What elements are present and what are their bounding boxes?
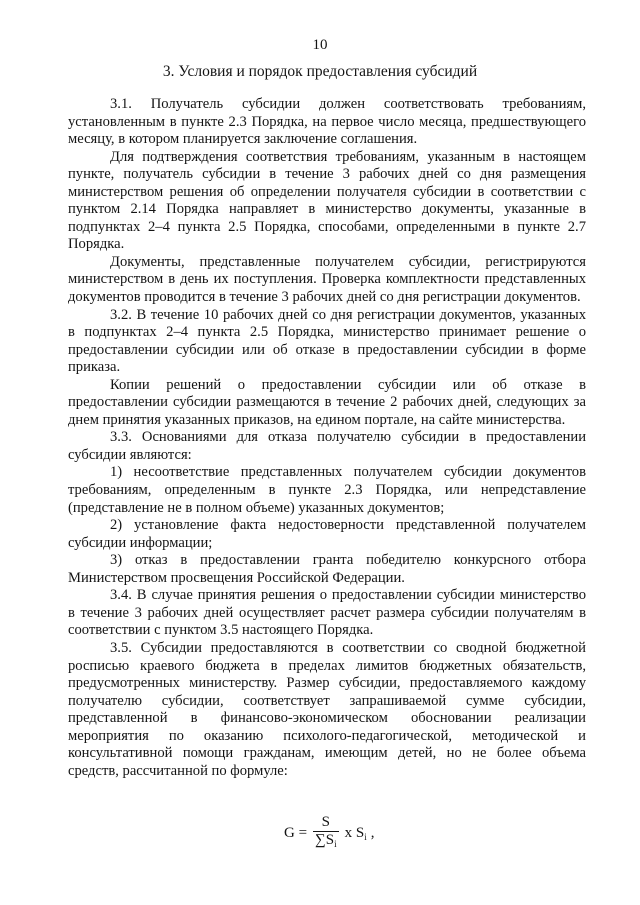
formula-denominator bbox=[313, 832, 339, 853]
formula-denominator-text: ∑S bbox=[315, 831, 335, 848]
page-number: 10 bbox=[312, 37, 328, 53]
paragraph-3-4: 3.4. В случае принятия решения о предоставлении субсидии министерство в течение 3 рабочих дней осуществляет расчет размера субсидии получателям в соответствии с пунктом 3.5 настоящего Порядка. bbox=[68, 587, 586, 639]
subsidy-formula bbox=[284, 809, 374, 857]
formula-lhs: G = bbox=[284, 824, 308, 841]
paragraph-confirmation: Для подтверждения соответствия требованиям, указанным в настоящем пункте, получатель субсидии в течение 3 рабочих дней со дня размещения министерством решения об определении получателя субсидии в соответствии с пунктом 2.14 Порядка направляет в министерство документы, указанные в подпунктах 2–4 пункта 2.5 Порядка, способами, определенными в пункте 2.7 Порядка. bbox=[68, 148, 586, 253]
list-item-3: 3) отказ в предоставлении гранта победителю конкурсного отбора Министерством просвещения Российской Федерации. bbox=[68, 552, 586, 586]
paragraph-3-3: 3.3. Основаниями для отказа получателю субсидии в предоставлении субсидии являются: bbox=[68, 429, 586, 463]
formula-rhs-text: x S bbox=[344, 824, 365, 841]
paragraph-3-5: 3.5. Субсидии предоставляются в соответствии со сводной бюджетной росписью краевого бюджета в пределах лимитов бюджетных обязательств, предусмотренных министерству. Размер субсидии, предоставляемого каждому получателю субсидии, соответствует запрашиваемой сумме субсидии, представленной в финансово-экономическом обосновании реализации мероприятия по оказанию психолого-педагогической, методической и консультативной помощи гражданам, имеющим детей, но не более объема средств, рассчитанной по формуле: bbox=[68, 639, 586, 779]
paragraph-3-2: 3.2. В течение 10 рабочих дней со дня регистрации документов, указанных в подпунктах 2–4 пункта 2.5 Порядка, министерство принимает решение о предоставлении субсидии или об отказе в предоставлении субсидии в форме приказа. bbox=[68, 306, 586, 376]
formula-numerator: S bbox=[321, 813, 330, 830]
section-title: 3. Условия и порядок предоставления субсидий bbox=[162, 63, 478, 80]
formula-rhs-index: i bbox=[364, 831, 367, 842]
paragraph-registration: Документы, представленные получателем субсидии, регистрируются министерством в день их поступления. Проверка комплектности представленных документов проводится в течение 3 рабочих дней со дня регистрации документов. bbox=[68, 253, 586, 306]
document-body bbox=[68, 96, 586, 780]
formula-denominator-index: i bbox=[334, 838, 337, 849]
formula-fraction bbox=[313, 814, 339, 853]
formula-tail: , bbox=[370, 824, 375, 841]
paragraph-3-1: 3.1. Получатель субсидии должен соответствовать требованиям, установленным в пункте 2.3 Порядка, на первое число месяца, предшествующего месяцу, в котором планируется заключение соглашения. bbox=[68, 96, 586, 148]
list-item-1: 1) несоответствие представленных получателем субсидии документов требованиям, определенным в пункте 2.3 Порядка, или непредставление (представление не в полном объеме) указанных документов; bbox=[68, 464, 586, 516]
paragraph-copies: Копии решений о предоставлении субсидии или об отказе в предоставлении субсидии размещаются в течение 2 рабочих дней, следующих за днем принятия указанных приказов, на едином портале, на сайте министерства. bbox=[68, 376, 586, 428]
formula-rhs bbox=[345, 825, 367, 842]
list-item-2: 2) установление факта недостоверности представленной получателем субсидии информации; bbox=[68, 517, 586, 551]
